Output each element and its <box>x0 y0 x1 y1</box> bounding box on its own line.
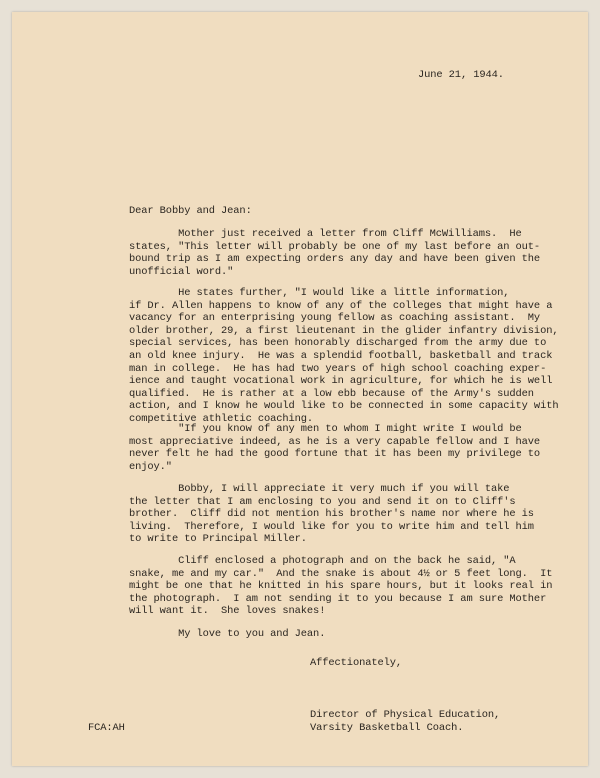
text-line: man in college. He has had two years of high school coaching exper- <box>129 362 547 375</box>
text-line: older brother, 29, a first lieutenant in the glider infantry division, <box>129 324 559 337</box>
paragraph-5 <box>129 555 553 618</box>
salutation: Dear Bobby and Jean: <box>129 205 252 217</box>
text-line: "If you know of any men to whom I might write I would be <box>129 423 522 435</box>
text-line: states, "This letter will probably be one of my last before an out- <box>129 240 541 253</box>
text-line: qualified. He is rather at a low ebb because of the Army's sudden <box>129 387 534 400</box>
text-line: snake, me and my car." And the snake is about 4½ or 5 feet long. It <box>129 567 553 580</box>
paragraph-1 <box>129 228 541 278</box>
text-line: action, and I know he would like to be connected in some capacity with <box>129 400 559 413</box>
signature-title-1: Director of Physical Education, <box>310 709 501 721</box>
text-line: never felt he had the good fortune that it has been my privilege to <box>129 448 541 461</box>
reference-initials: FCA:AH <box>88 722 125 734</box>
text-line: if Dr. Allen happens to know of any of the colleges that might have a <box>129 299 553 312</box>
text-line: bound trip as I am expecting orders any day and have been given the <box>129 253 541 266</box>
paragraph-2 <box>129 287 559 426</box>
text-line: an old knee injury. He was a splendid football, basketball and track <box>129 349 553 362</box>
text-line: might be one that he knitted in his spare hours, but it looks real in <box>129 580 553 593</box>
text-line: Mother just received a letter from Cliff McWilliams. He <box>129 228 522 240</box>
text-line: Bobby, I will appreciate it very much if you will take <box>129 483 510 495</box>
text-line: Cliff enclosed a photograph and on the back he said, "A <box>129 555 516 567</box>
paragraph-4 <box>129 483 534 546</box>
text-line: the photograph. I am not sending it to you because I am sure Mother <box>129 592 547 605</box>
text-line: most appreciative indeed, as he is a very capable fellow and I have <box>129 435 541 448</box>
text-line: ience and taught vocational work in agriculture, for which he is well <box>129 375 553 388</box>
text-line: will want it. She loves snakes! <box>129 605 326 618</box>
text-line: special services, has been honorably discharged from the army due to <box>129 337 547 350</box>
text-line: enjoy." <box>129 460 172 473</box>
letter-date: June 21, 1944. <box>418 69 504 81</box>
text-line: living. Therefore, I would like for you to write him and tell him <box>129 520 534 533</box>
text-line: He states further, "I would like a little information, <box>129 287 510 299</box>
text-line: unofficial word." <box>129 265 234 278</box>
text-line: My love to you and Jean. <box>129 628 326 640</box>
paragraph-6 <box>129 628 521 641</box>
text-line: brother. Cliff did not mention his brother's name nor where he is <box>129 508 534 521</box>
letter-page <box>12 12 588 766</box>
text-line: the letter that I am enclosing to you and send it on to Cliff's <box>129 495 516 508</box>
text-line: to write to Principal Miller. <box>129 533 307 546</box>
text-line: vacancy for an enterprising young fellow as coaching assistant. My <box>129 312 541 325</box>
paragraph-3 <box>129 423 541 473</box>
text-line: competitive athletic coaching. <box>129 412 314 425</box>
signature-title-2: Varsity Basketball Coach. <box>310 722 464 734</box>
closing: Affectionately, <box>310 657 403 669</box>
